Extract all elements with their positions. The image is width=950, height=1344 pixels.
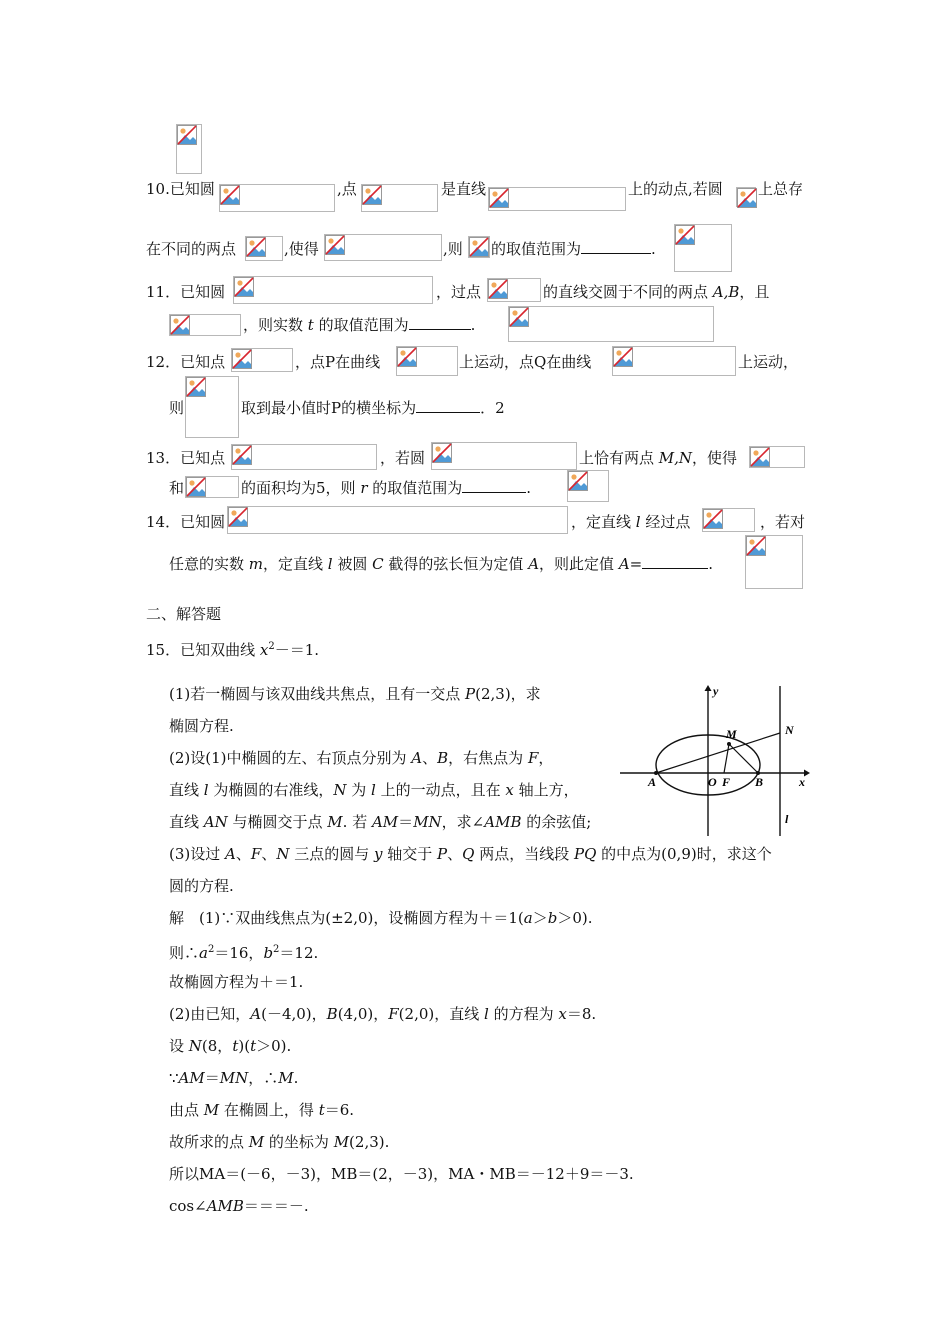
q14-text: ，定直线 l 经过点 [571, 513, 691, 531]
q13-text: 上恰有两点 M,N，使得 [579, 449, 738, 467]
broken-image-icon [325, 235, 345, 255]
solution-line: cos∠AMB＝＝＝－. [169, 1197, 309, 1215]
q10-text: 10.已知圆 [146, 180, 215, 198]
broken-image-icon [703, 509, 723, 529]
image-placeholder [674, 224, 732, 272]
q10-text: ,则 [443, 240, 463, 258]
broken-image-icon [489, 188, 509, 208]
q12-text: 则 [169, 399, 185, 417]
q10-text: 上的动点,若圆 [628, 180, 723, 198]
image-placeholder [169, 314, 241, 336]
broken-image-icon [568, 471, 588, 491]
image-placeholder [508, 306, 714, 342]
image-placeholder [324, 234, 442, 261]
q10-text: 的取值范围为 . [491, 240, 656, 258]
image-placeholder [567, 470, 609, 502]
broken-image-icon [675, 225, 695, 245]
ellipse-figure [618, 682, 810, 840]
image-placeholder [231, 348, 293, 372]
broken-image-icon [750, 447, 770, 467]
q12-text: 12．已知点 [146, 353, 226, 371]
q12-text: ，点P在曲线 [295, 353, 381, 371]
q15-part1: 椭圆方程. [169, 717, 234, 735]
q13-text: 13．已知点 [146, 449, 226, 467]
solution-line: ∵AM＝MN，∴M. [169, 1069, 299, 1087]
image-placeholder [749, 446, 805, 468]
segment-MB [729, 744, 758, 773]
q15-part2: 直线 AN 与椭圆交于点 M. 若 AM＝MN，求∠AMB 的余弦值; [169, 813, 592, 831]
segment-MF [724, 744, 729, 773]
broken-image-icon [509, 307, 529, 327]
broken-image-icon [488, 279, 508, 299]
image-placeholder [227, 506, 568, 534]
q11-text: ，则实数 t 的取值范围为 . [243, 316, 476, 334]
broken-image-icon [746, 536, 766, 556]
broken-image-icon [232, 445, 252, 465]
q10-text: ,点 [337, 180, 357, 198]
label-N: N [785, 723, 794, 737]
q10-text: 是直线 [441, 180, 487, 198]
q15-part2: 直线 l 为椭圆的右准线，N 为 l 上的一动点，且在 x 轴上方， [169, 781, 579, 799]
q13-text: 的面积均为5，则 r 的取值范围为 . [241, 479, 532, 497]
image-placeholder [487, 278, 541, 302]
image-placeholder [745, 535, 803, 589]
solution-line: 故椭圆方程为＋＝1. [169, 973, 304, 991]
image-placeholder [185, 376, 239, 438]
q11-text: 11．已知圆 [146, 283, 226, 301]
label-A: A [648, 775, 657, 789]
answer-blank [462, 478, 526, 493]
q13-text: 和 [169, 479, 185, 497]
broken-image-icon [232, 349, 252, 369]
broken-image-icon [362, 185, 382, 205]
broken-image-icon [228, 507, 248, 527]
image-placeholder [612, 346, 736, 376]
label-l: l [785, 812, 789, 826]
image-placeholder [488, 187, 626, 211]
image-placeholder [736, 187, 756, 207]
image-placeholder [468, 236, 490, 258]
solution-line: 设 N(8，t)(t＞0). [169, 1037, 292, 1055]
broken-image-icon [613, 347, 633, 367]
q15-part3: 圆的方程. [169, 877, 234, 895]
answer-blank [642, 554, 708, 569]
label-x: x [799, 775, 805, 789]
broken-image-icon [186, 377, 206, 397]
q13-text: ，若圆 [380, 449, 426, 467]
q15-part2: (2)设(1)中椭圆的左、右顶点分别为 A、B，右焦点为 F， [169, 749, 554, 767]
q15-part1: (1)若一椭圆与该双曲线共焦点，且有一交点 P(2,3)，求 [169, 685, 541, 703]
label-F: F [722, 775, 731, 789]
point-M [727, 742, 731, 746]
broken-image-icon [170, 315, 190, 335]
broken-image-icon [246, 237, 266, 257]
image-placeholder [702, 508, 755, 532]
image-placeholder [231, 444, 377, 470]
q11-text: 的直线交圆于不同的两点 A,B，且 [543, 283, 770, 301]
broken-image-icon [737, 188, 757, 208]
line-AN [656, 733, 780, 773]
image-placeholder [185, 476, 239, 498]
image-placeholder [233, 276, 433, 304]
q10-text: ,使得 [284, 240, 319, 258]
broken-image-icon [397, 347, 417, 367]
q10-line-1 [146, 179, 215, 199]
solution-line: 故所求的点 M 的坐标为 M(2,3). [169, 1133, 390, 1151]
image-placeholder [396, 346, 458, 376]
solution-line: 则$\therefore a^2=16$，$b^2=12$. [169, 944, 319, 962]
solution-line: 解 (1)∵双曲线焦点为(±2,0)，设椭圆方程为＋＝1(a＞b＞0). [169, 909, 593, 927]
q15-title: 15．已知双曲线 $x^2-=1$. [146, 641, 320, 659]
broken-image-icon [432, 443, 452, 463]
image-placeholder [431, 442, 577, 470]
q11-text: ，过点 [436, 283, 482, 301]
solution-line: 由点 M 在椭圆上，得 t＝6. [169, 1101, 355, 1119]
broken-image-icon [186, 477, 206, 497]
label-y: y [713, 684, 719, 698]
broken-image-icon [234, 277, 254, 297]
label-O: O [708, 775, 717, 789]
image-placeholder [176, 124, 202, 174]
answer-blank [581, 239, 651, 254]
solution-line: (2)由已知，A(－4,0)，B(4,0)，F(2,0)，直线 l 的方程为 x＝8. [169, 1005, 597, 1023]
y-axis-arrow [705, 685, 712, 691]
section-heading: 二、解答题 [146, 605, 222, 623]
image-placeholder [245, 236, 283, 261]
q12-text: 取到最小值时P的横坐标为 ．2 [241, 399, 505, 417]
answer-blank [409, 315, 471, 330]
q15-part3: (3)设过 A、F、N 三点的圆与 y 轴交于 P、Q 两点，当线段 PQ 的中点为(0,9)时，求这个 [169, 845, 772, 863]
image-placeholder [219, 184, 335, 212]
solution-line: 所以MA＝(－6，－3)，MB＝(2，－3)，MA・MB＝－12＋9＝－3. [169, 1165, 634, 1183]
q12-text: 上运动， [738, 353, 799, 371]
broken-image-icon [177, 125, 197, 145]
q14-text: ，若对 [760, 513, 806, 531]
q14-text: 任意的实数 m，定直线 l 被圆 C 截得的弦长恒为定值 A，则此定值 A= . [169, 555, 714, 573]
q10-text: 在不同的两点 [146, 240, 237, 258]
q12-text: 上运动，点Q在曲线 [459, 353, 592, 371]
answer-blank [416, 398, 480, 413]
broken-image-icon [220, 185, 240, 205]
q14-text: 14．已知圆 [146, 513, 226, 531]
broken-image-icon [469, 237, 489, 257]
label-M: M [726, 727, 737, 741]
image-placeholder [361, 184, 438, 212]
q10-text: 上总存 [758, 180, 804, 198]
label-B: B [755, 775, 764, 789]
